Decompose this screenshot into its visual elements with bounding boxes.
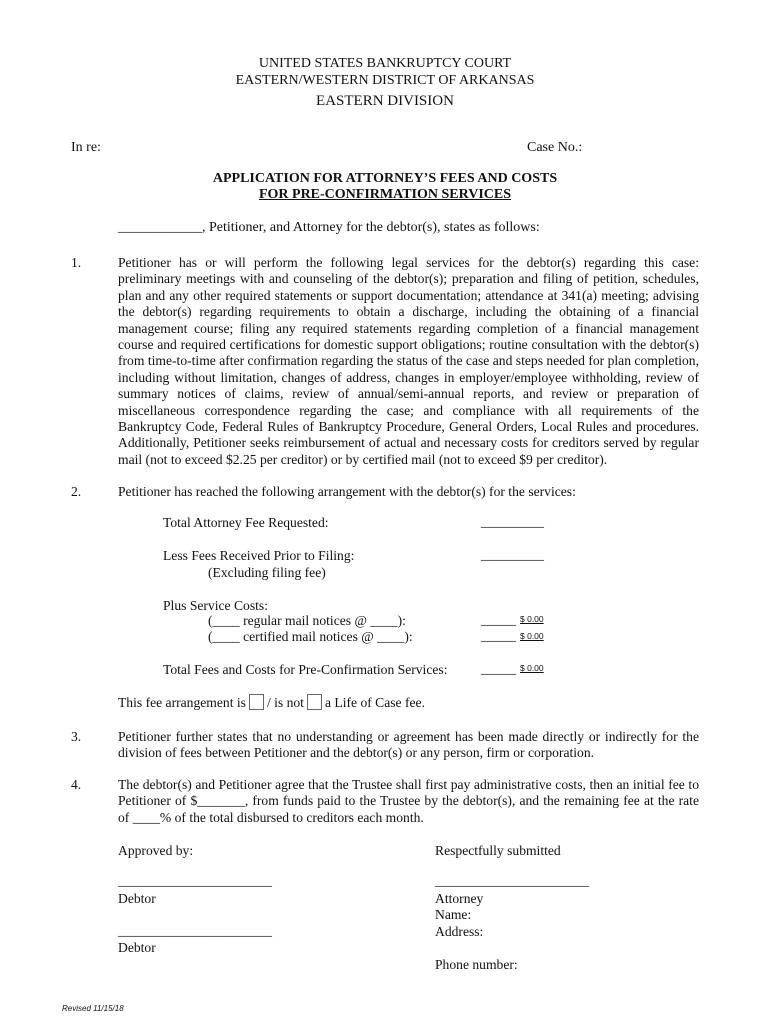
less-fees-field[interactable]: _________ <box>481 548 544 563</box>
division-name: EASTERN DIVISION <box>316 93 454 109</box>
fee-requested-label: Total Attorney Fee Requested: <box>163 515 329 530</box>
less-fees-label: Less Fees Received Prior to Filing: <box>163 548 355 563</box>
plus-costs-label: Plus Service Costs: <box>163 598 268 613</box>
fee-arrangement-line <box>118 694 425 711</box>
debtor-signature-line-1[interactable]: ______________________ <box>118 874 272 889</box>
is-not-life-of-case-checkbox[interactable] <box>307 694 322 710</box>
section-2-text: Petitioner has reached the following arrangement with the debtor(s) for the services: <box>118 484 576 499</box>
less-fees-note: (Excluding filing fee) <box>208 565 326 580</box>
total-fees-label: Total Fees and Costs for Pre-Confirmation Services: <box>163 662 448 677</box>
section-1-text: Petitioner has or will perform the following legal services for the debtor(s) regarding this case: preliminary meetings with and counseling of the debtor(s); preparation and filing of petition, schedules, plan and any other required statements or support documentation; attendance at 341(a) meeting; advising the debtor(s) regarding requirements to obtain a discharge, including the obtaining of a financial management course; filing any required statements regarding completion of a financial management course and required certifications for domestic support obligations; routine consultation with the debtor(s) from time-to-time after confirmation regarding the status of the case and steps needed for plan completion, including without limitation, changes of address, changes in employer/employee withholding, review of summary notices of claims, review of annual/semi-annual reports, and review or preparation of miscellaneous correspondence regarding the case; and compliance with all requirements of the Bankruptcy Code, Federal Rules of Bankruptcy Procedure, General Orders, Local Rules and procedures. Additionally, Petitioner seeks reimbursement of actual and necessary costs for creditors served by regular mail (not to exceed $2.25 per creditor) or by certified mail (not to exceed $9 per creditor). <box>118 255 699 467</box>
document-subtitle <box>0 187 770 203</box>
document-title: APPLICATION FOR ATTORNEY’S FEES AND COSTS <box>212 171 558 186</box>
certified-mail-label: (____ certified mail notices @ ____): <box>208 629 413 644</box>
attorney-signature-line[interactable]: ______________________ <box>435 874 589 889</box>
attorney-address-label: Address: <box>435 924 484 939</box>
debtor-signature-line-2[interactable]: ______________________ <box>118 924 272 939</box>
total-fees-blank: _____ <box>481 662 516 677</box>
section-3-number: 3. <box>71 729 82 744</box>
debtor-label-1: Debtor <box>118 891 156 906</box>
intro-statement: ____________, Petitioner, and Attorney for the debtor(s), states as follows: <box>118 220 540 235</box>
revision-date: Revised 11/15/18 <box>62 1004 124 1013</box>
court-name: UNITED STATES BANKRUPTCY COURT <box>258 56 512 71</box>
document-subtitle-text: FOR PRE-CONFIRMATION SERVICES <box>258 187 512 202</box>
is-life-of-case-checkbox[interactable] <box>249 694 264 710</box>
attorney-label: Attorney <box>435 891 484 906</box>
attorney-phone-label: Phone number: <box>435 957 518 972</box>
total-fees-value-field[interactable]: $ 0.00 <box>520 663 544 673</box>
in-re-label: In re: <box>71 140 101 155</box>
fee-arrangement-prefix: This fee arrangement is <box>118 695 246 710</box>
section-2-number: 2. <box>71 484 82 499</box>
certified-mail-value-field[interactable]: $ 0.00 <box>520 631 544 641</box>
regular-mail-label: (____ regular mail notices @ ____): <box>208 613 406 628</box>
regular-mail-blank: _____ <box>481 613 516 628</box>
section-1-number: 1. <box>71 255 82 270</box>
respectfully-submitted-label: Respectfully submitted <box>435 843 561 858</box>
district-name: EASTERN/WESTERN DISTRICT OF ARKANSAS <box>235 73 535 88</box>
attorney-name-label: Name: <box>435 907 472 922</box>
fee-arrangement-suffix: a Life of Case fee. <box>324 695 425 710</box>
section-4-number: 4. <box>71 777 82 792</box>
section-3-text: Petitioner further states that no understanding or agreement has been made directly or indirectly for the division of fees between Petitioner and the debtor(s) or any person, firm or corporation. <box>118 729 699 761</box>
approved-by-label: Approved by: <box>118 843 194 858</box>
fee-arrangement-mid: / is not <box>266 695 304 710</box>
regular-mail-value-field[interactable]: $ 0.00 <box>520 614 544 624</box>
debtor-label-2: Debtor <box>118 940 156 955</box>
section-4-text: The debtor(s) and Petitioner agree that the Trustee shall first pay administrative costs, then an initial fee to Petitioner of $_______, from funds paid to the Trustee by the debtor(s), and the remaining fee at the rate of ____% of the total disbursed to creditors each month. <box>118 777 699 825</box>
certified-mail-blank: _____ <box>481 629 516 644</box>
case-no-label: Case No.: <box>527 140 583 155</box>
fee-requested-field[interactable]: _________ <box>481 515 544 530</box>
